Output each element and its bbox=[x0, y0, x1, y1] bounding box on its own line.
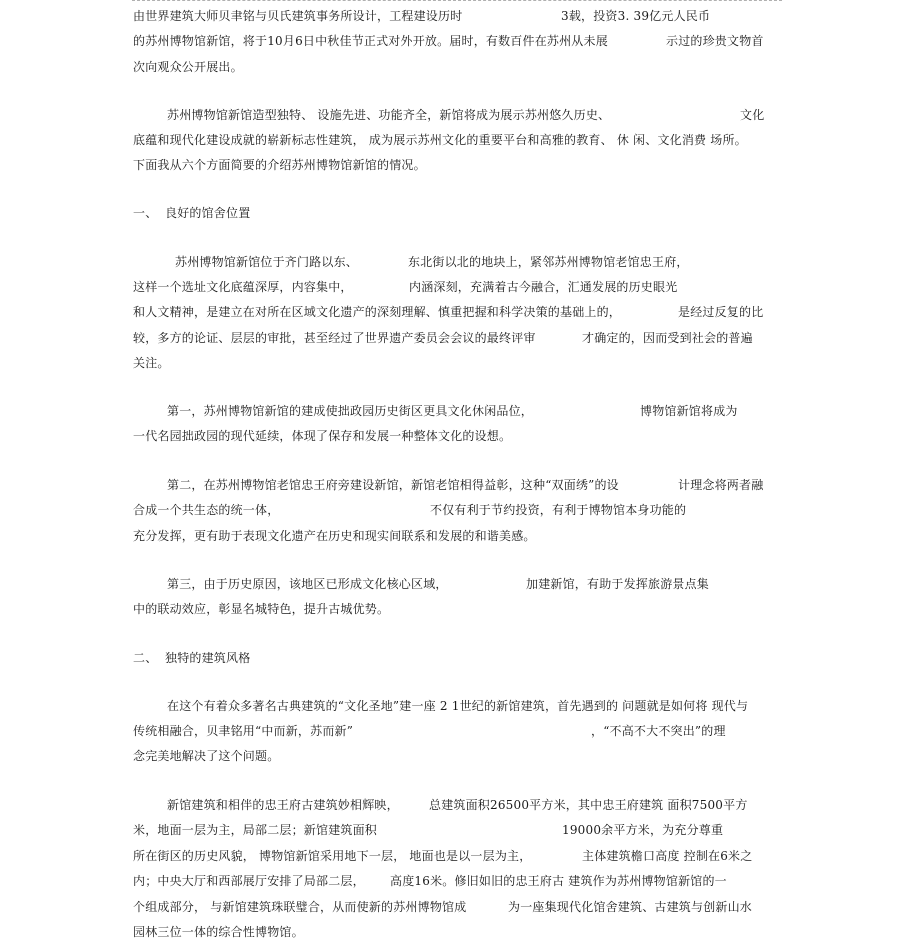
text-fragment: 不仅有利于节约投资，有利于博物馆本身功能的 bbox=[430, 503, 687, 517]
text-fragment: ，“不高不大不突出”的理 bbox=[591, 724, 726, 738]
text-fragment: 充分发挥，更有助于表现文化遗产在历史和现实间联系和发展的和谐美感。 bbox=[133, 529, 536, 543]
text-fragment: 的苏州博物馆新馆，将于10月6日中秋佳节正式对外开放。届时，有数百件在苏州从未展 bbox=[133, 34, 608, 48]
text-fragment: 下面我从六个方面简要的介绍苏州博物馆新馆的情况。 bbox=[133, 158, 426, 172]
text-fragment: 19000余平方米，为充分尊重 bbox=[562, 823, 724, 837]
text-fragment: 和人文精神，是建立在对所在区域文化遗产的深刻理解、慎重把握和科学决策的基础上的， bbox=[133, 305, 622, 319]
text-fragment: 底蕴和现代化建设成就的崭新标志性建筑， 成为展示苏州文化的重要平台和高雅的教育、 休 闲、文化消费 场所。 bbox=[133, 133, 747, 147]
section-number: 一、 bbox=[133, 206, 158, 220]
text-fragment: 传统相融合，贝聿铭用“中而新，苏而新” bbox=[133, 724, 354, 738]
text-fragment: 园林三位一体的综合性博物馆。 bbox=[133, 925, 304, 939]
text-fragment: 在这个有着众多著名古典建筑的“文化圣地”建一座 2 1世纪的新馆建筑，首先遇到的 问题就是如何将 现代与 bbox=[167, 699, 749, 713]
text-fragment: 第二，在苏州博物馆老馆忠王府旁建设新馆，新馆老馆相得益彰，这种“双面绣”的设 bbox=[167, 478, 619, 492]
text-fragment: 较，多方的论证、层层的审批，甚至经过了世界遗产委员会会议的最终评审 bbox=[133, 331, 536, 345]
text-fragment: 博物馆新馆将成为 bbox=[640, 404, 738, 418]
text-fragment: 苏州博物馆新馆造型独特、 设施先进、功能齐全，新馆将成为展示苏州悠久历史、 bbox=[167, 108, 611, 122]
text-fragment: 文化 bbox=[740, 108, 765, 122]
text-fragment: 高度16米。修旧如旧的忠王府古 建筑作为苏州博物馆新馆的一 bbox=[390, 874, 727, 888]
section-title: 独特的建筑风格 bbox=[165, 651, 251, 665]
section-title: 良好的馆舍位置 bbox=[165, 206, 251, 220]
text-fragment: 一代名园拙政园的现代延续，体现了保存和发展一种整体文化的设想。 bbox=[133, 429, 512, 443]
text-fragment: 加建新馆，有助于发挥旅游景点集 bbox=[526, 577, 710, 591]
text-fragment: 苏州博物馆新馆位于齐门路以东、 bbox=[175, 255, 359, 269]
text-fragment: 念完美地解决了这个问题。 bbox=[133, 749, 280, 763]
text-fragment: 这样一个选址文化底蕴深厚，内容集中， bbox=[133, 280, 353, 294]
text-fragment: 个组成部分， 与新馆建筑珠联璧合，从而使新的苏州博物馆成 bbox=[133, 900, 467, 914]
text-fragment: 第一，苏州博物馆新馆的建成使拙政园历史街区更具文化休闲品位， bbox=[167, 404, 534, 418]
text-fragment: 次向观众公开展出。 bbox=[133, 60, 243, 74]
text-fragment: 东北街以北的地块上，紧邻苏州博物馆老馆忠王府， bbox=[408, 255, 689, 269]
text-fragment: 示过的珍贵文物首 bbox=[666, 34, 764, 48]
text-fragment: 内涵深刻，充满着古今融合，汇通发展的历史眼光 bbox=[409, 280, 678, 294]
text-fragment: 主体建筑檐口高度 控制在6米之 bbox=[582, 849, 753, 863]
section-number: 二、 bbox=[133, 651, 158, 665]
text-fragment: 才确定的，因而受到社会的普遍 bbox=[582, 331, 753, 345]
text-fragment: 为一座集现代化馆舍建筑、古建筑与创新山水 bbox=[508, 900, 753, 914]
text-fragment: 所在街区的历史风貌， 博物馆新馆采用地下一层， 地面也是以一层为主， bbox=[133, 849, 532, 863]
text-fragment: 新馆建筑和相伴的忠王府古建筑妙相辉映， bbox=[167, 798, 399, 812]
text-fragment: 米，地面一层为主，局部二层；新馆建筑面积 bbox=[133, 823, 378, 837]
text-fragment: 合成一个共生态的统一体， bbox=[133, 503, 280, 517]
text-fragment: 是经过反复的比 bbox=[678, 305, 764, 319]
text-fragment: 中的联动效应，彰显名城特色，提升古城优势。 bbox=[133, 602, 390, 616]
text-fragment: 3载，投资3. 39亿元人民币 bbox=[561, 9, 711, 23]
text-fragment: 计理念将两者融 bbox=[678, 478, 764, 492]
text-fragment: 由世界建筑大师贝聿铭与贝氏建筑事务所设计，工程建设历时 bbox=[133, 9, 463, 23]
text-fragment: 总建筑面积26500平方米，其中忠王府建筑 面积7500平方 bbox=[429, 798, 748, 812]
text-fragment: 内；中央大厅和西部展厅安排了局部二层， bbox=[133, 874, 365, 888]
text-fragment: 第三，由于历史原因，该地区已形成文化核心区域， bbox=[167, 577, 448, 591]
text-fragment: 关注。 bbox=[133, 356, 170, 370]
